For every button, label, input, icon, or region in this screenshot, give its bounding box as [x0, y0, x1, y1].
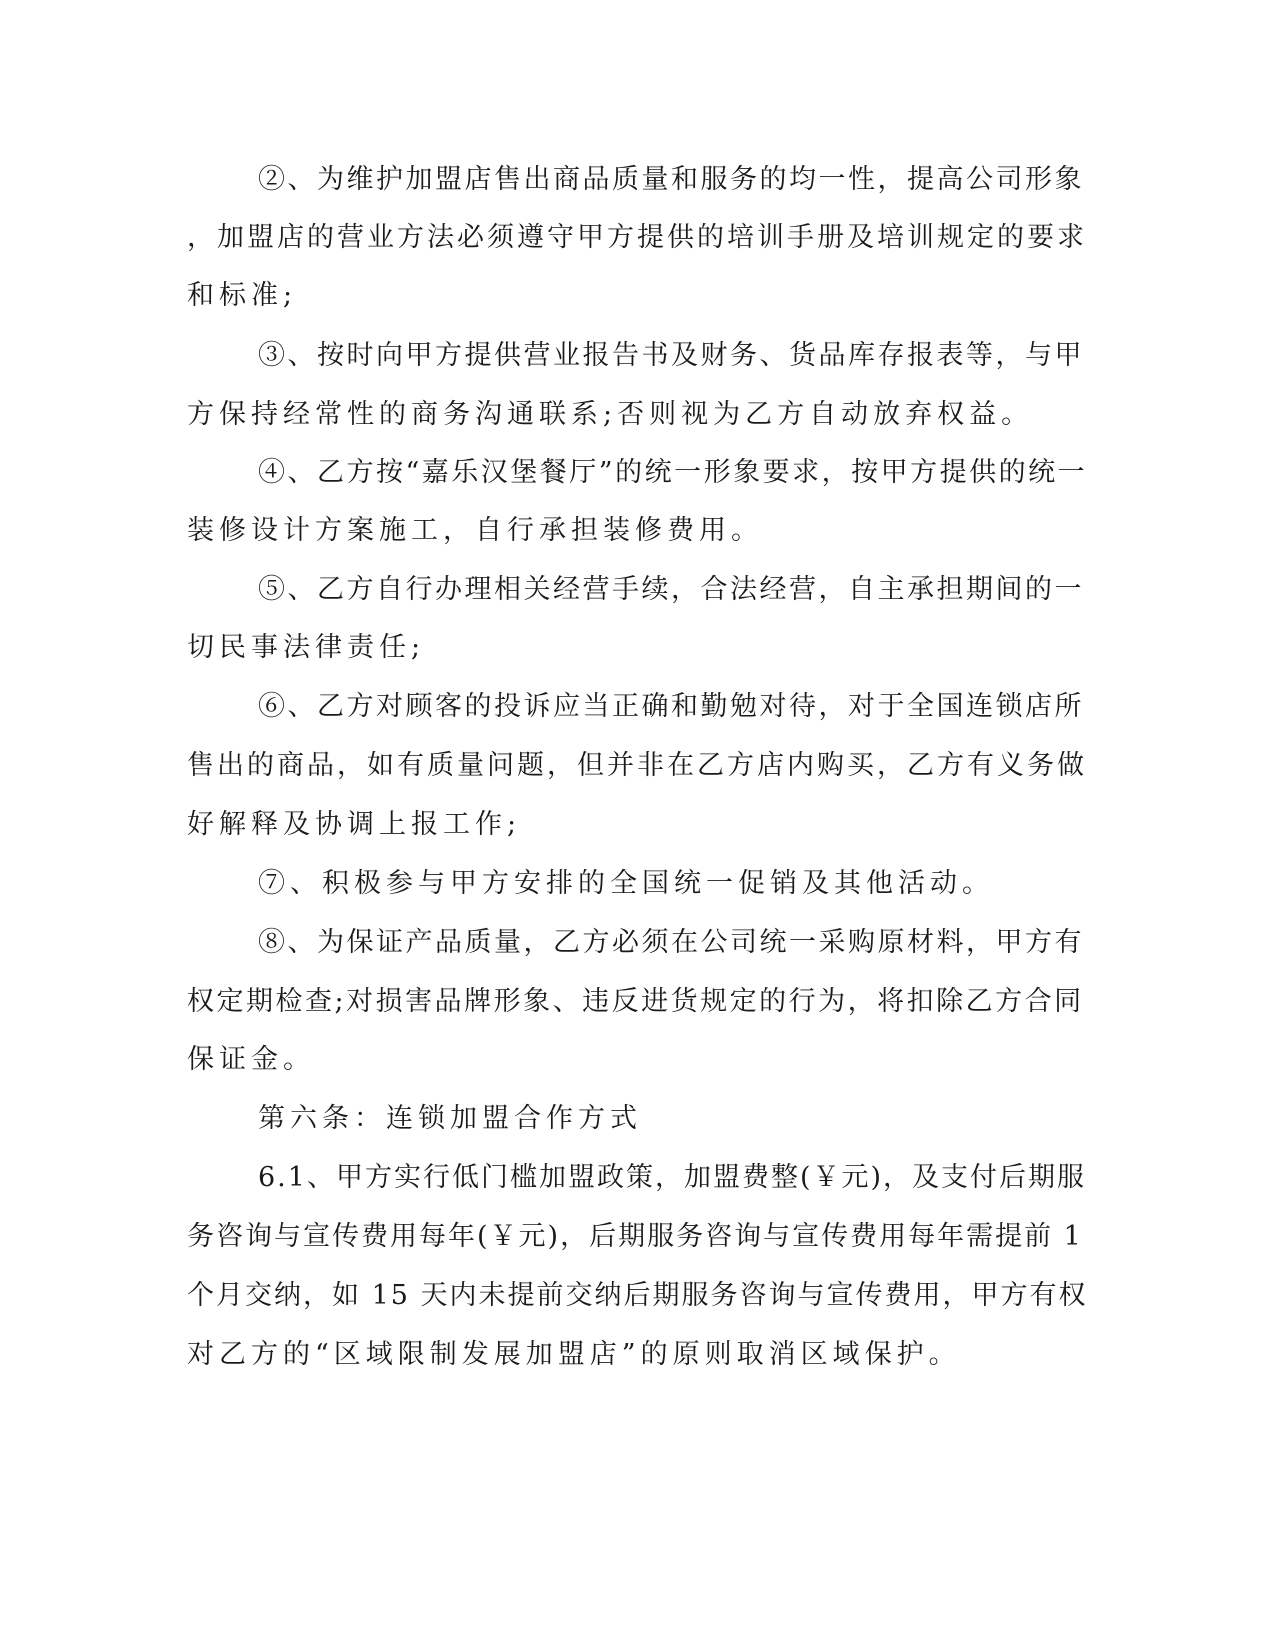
clause-2-line-1: ②、为维护加盟店售出商品质量和服务的均一性，提高公司形象 — [258, 164, 1084, 195]
clause-3-line-2: 方保持经常性的商务沟通联系;否则视为乙方自动放弃权益。 — [187, 399, 1034, 430]
clause-6-1-line-3: 个月交纳，如 15 天内未提前交纳后期服务咨询与宣传费用，甲方有权 — [187, 1280, 1088, 1311]
clause-5-line-2: 切民事法律责任; — [187, 632, 426, 663]
clause-6-1-line-1: 6.1、甲方实行低门槛加盟政策，加盟费整(￥元)，及支付后期服 — [258, 1162, 1087, 1193]
clause-2-line-3: 和标准; — [187, 280, 298, 311]
clause-6-1-line-2: 务咨询与宣传费用每年(￥元)，后期服务咨询与宣传费用每年需提前 1 — [187, 1221, 1083, 1252]
clause-4-line-2: 装修设计方案施工，自行承担装修费用。 — [187, 515, 763, 546]
clause-5-line-1: ⑤、乙方自行办理相关经营手续，合法经营，自主承担期间的一 — [258, 574, 1084, 605]
clause-8-line-3: 保证金。 — [187, 1044, 315, 1075]
clause-7-line-1: ⑦、积极参与甲方安排的全国统一促销及其他活动。 — [258, 868, 994, 899]
clause-8-line-2: 权定期检查;对损害品牌形象、违反进货规定的行为，将扣除乙方合同 — [187, 986, 1084, 1017]
clause-8-line-1: ⑧、为保证产品质量，乙方必须在公司统一采购原材料，甲方有 — [258, 927, 1084, 958]
clause-6-line-2: 售出的商品，如有质量问题，但并非在乙方店内购买，乙方有义务做 — [187, 750, 1087, 781]
clause-2-line-2: ，加盟店的营业方法必须遵守甲方提供的培训手册及培训规定的要求 — [187, 222, 1087, 253]
clause-4-line-1: ④、乙方按“嘉乐汉堡餐厅”的统一形象要求，按甲方提供的统一 — [258, 457, 1088, 488]
clause-6-1-line-4: 对乙方的“区域限制发展加盟店”的原则取消区域保护。 — [187, 1339, 961, 1370]
clause-6-line-3: 好解释及协调上报工作; — [187, 809, 522, 840]
clause-3-line-1: ③、按时向甲方提供营业报告书及财务、货品库存报表等，与甲 — [258, 340, 1084, 371]
article-6-heading: 第六条：连锁加盟合作方式 — [258, 1103, 642, 1134]
clause-6-line-1: ⑥、乙方对顾客的投诉应当正确和勤勉对待，对于全国连锁店所 — [258, 691, 1084, 722]
